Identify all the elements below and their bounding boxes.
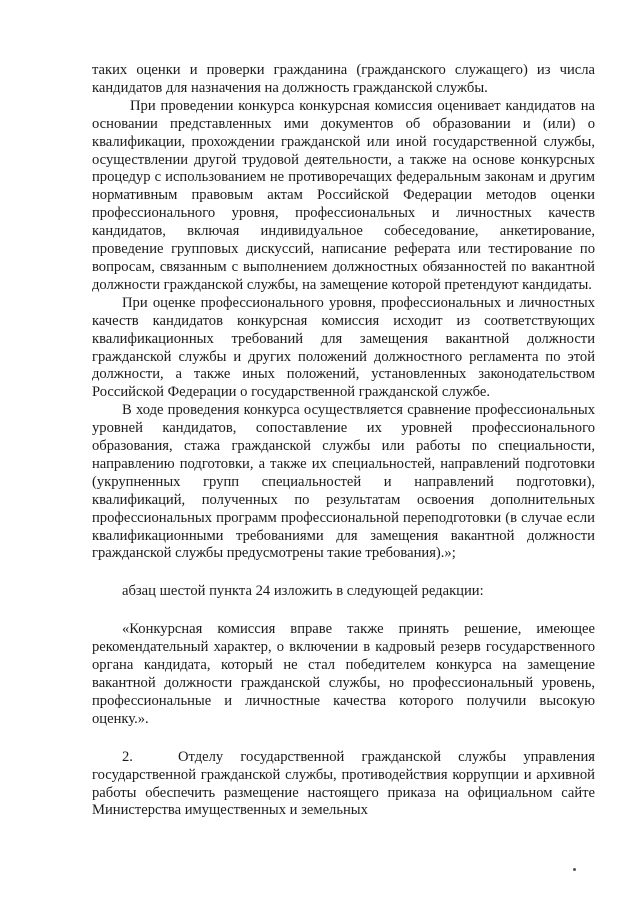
paragraph-continuation: таких оценки и проверки гражданина (гражданского служащего) из числа кандидатов для назначения на должность гражданской службы. <box>92 62 595 96</box>
speck-mark <box>573 868 576 871</box>
paragraph-amendment-intro: абзац шестой пункта 24 изложить в следующей редакции: <box>122 583 484 600</box>
item-number: 2. <box>122 748 133 765</box>
numbered-item <box>92 749 595 821</box>
paragraph-quote: «Конкурсная комиссия вправе также принять решение, имеющее рекомендательный характер, о включении в кадровый резерв государственного органа кандидата, который не стал победителем конкурса на замещение вакантной должности гражданской службы, но профессиональный уровень, профессиональные и личностные качества которого получили высокую оценку.». <box>92 621 595 727</box>
paragraph-assessment: При оценке профессионального уровня, профессиональных и личностных качеств кандидатов конкурсная комиссия исходит из соответствующих квалификационных требований для замещения вакантной должности гражданской службы и других положений должностного регламента по этой должности, а также иных положений, установленных законодательством Российской Федерации о государственной гражданской службе. <box>92 294 595 401</box>
paragraph-evaluation: При проведении конкурса конкурсная комиссия оценивает кандидатов на основании представленных ими документов об образовании и (или) о квалификации, прохождении гражданской или иной государственной службы, осуществлении другой трудовой деятельности, а также на основе конкурсных процедур с использованием не противоречащих федеральным законам и другим нормативным правовым актам Российской Федерации методов оценки профессионального уровня, профессиональных и личностных качеств кандидатов, включая индивидуальное собеседование, анкетирование, проведение групповых дискуссий, написание реферата или тестирование по вопросам, связанным с выполнением должностных обязанностей по вакантной должности гражданской службы, на замещение которой претендуют кандидаты. <box>92 97 595 293</box>
paragraph-comparison: В ходе проведения конкурса осуществляется сравнение профессиональных уровней кандидатов, сопоставление их уровней профессионального образования, стажа гражданской службы или работы по специальности, направлению подготовки, а также их специальностей, направлений подготовки (укрупненных групп специальностей и направлений подготовки), квалификаций, полученных по результатам освоения дополнительных профессиональных программ профессиональной переподготовки (в случае если квалификационными требованиями для замещения вакантной должности гражданской службы предусмотрены такие требования).»; <box>92 402 595 562</box>
item-text: Отделу государственной гражданской службы управления государственной гражданской службы, противодействия коррупции и архивной работы обеспечить размещение настоящего приказа на официальном сайте Министерства имущественных и земельных <box>92 748 595 819</box>
